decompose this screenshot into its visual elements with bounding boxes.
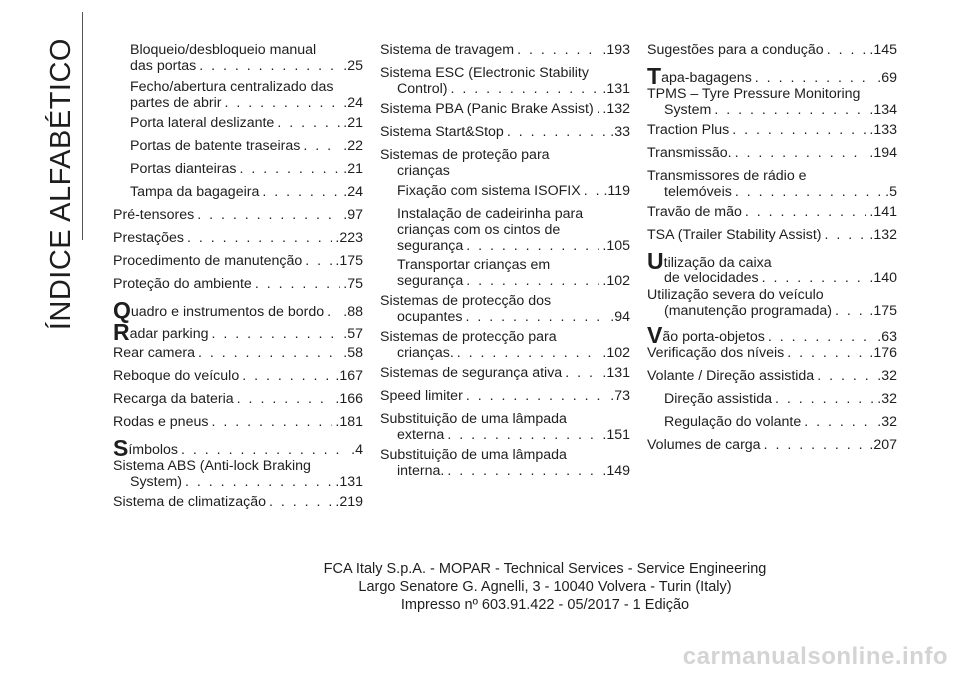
entry-text: crianças com os cintos de [397, 222, 561, 238]
entry-text: Sugestões para a condução [647, 42, 824, 58]
dot-leader [745, 204, 866, 220]
index-entry-line [380, 463, 630, 479]
entry-text: TSA (Trailer Stability Assist) [647, 227, 822, 243]
dot-leader [211, 414, 332, 430]
dot-leader [775, 391, 874, 407]
entry-text: ão porta-objetos [662, 329, 765, 345]
index-entry [664, 391, 897, 407]
index-entry-line [397, 222, 630, 238]
dot-leader [714, 102, 866, 118]
entry-text: adar parking [129, 326, 209, 342]
index-entry-line [647, 322, 897, 348]
index-entry [130, 184, 363, 200]
dot-leader [735, 145, 867, 161]
entry-text: crianças. [397, 345, 454, 361]
index-entry [664, 414, 897, 430]
page-number: .207 [869, 437, 897, 453]
page-number: .145 [869, 42, 897, 58]
site-watermark: carmanualsonline.info [682, 643, 948, 670]
index-entry-line [380, 329, 630, 345]
entry-text: Reboque do veículo [113, 368, 240, 384]
page-number: .134 [869, 102, 897, 118]
page-number: .32 [877, 391, 897, 407]
entry-text: Bloqueio/desbloqueio manual [130, 42, 317, 58]
dot-leader [465, 309, 607, 325]
index-entry [113, 230, 363, 246]
dot-leader [237, 391, 333, 407]
index-entry-line [113, 474, 363, 490]
entry-text: Sistemas de protecção para [380, 329, 557, 345]
index-entry-line [647, 287, 897, 303]
index-entry [380, 365, 630, 381]
page-number: .175 [869, 303, 897, 319]
entry-text: Fixação com sistema ISOFIX [397, 183, 581, 199]
dot-leader [262, 184, 340, 200]
index-entry-line [380, 293, 630, 309]
index-entry-line [113, 414, 363, 430]
dot-leader [242, 368, 332, 384]
page-number: .223 [335, 230, 363, 246]
dot-leader [239, 161, 340, 177]
index-entry-line [647, 122, 897, 138]
entry-text: Volumes de carga [647, 437, 761, 453]
side-title: ÍNDICE ALFABÉTICO [45, 38, 77, 331]
dot-leader [835, 303, 866, 319]
index-entry [380, 65, 630, 97]
entry-text: telemóveis [664, 184, 732, 200]
section-letter: S [113, 435, 129, 461]
index-entry-line [664, 270, 897, 286]
index-entry-line [380, 388, 630, 404]
entry-text: Fecho/abertura centralizado das [130, 79, 334, 95]
index-entry-line [130, 95, 363, 111]
dot-leader [447, 427, 599, 443]
section-letter: T [647, 63, 662, 89]
page-number: .131 [602, 81, 630, 97]
index-entry-line [113, 319, 363, 345]
dot-leader [517, 42, 599, 58]
index-entry-line [647, 345, 897, 361]
index-entry [647, 227, 897, 243]
page-number: .132 [869, 227, 897, 243]
section-letter: R [113, 319, 130, 345]
page-number: .102 [602, 273, 630, 289]
page-number: .21 [343, 115, 363, 131]
index-entry-line [130, 184, 363, 200]
dot-leader [827, 42, 867, 58]
index-entry-line [647, 437, 897, 453]
page-number: .193 [602, 42, 630, 58]
index-entry-line [113, 207, 363, 223]
index-entry-line [397, 183, 630, 199]
index-entry [113, 276, 363, 292]
dot-leader [181, 442, 348, 458]
entry-text: Sistemas de protecção dos [380, 293, 552, 309]
index-entry [647, 322, 897, 348]
index-entry-line [380, 411, 630, 427]
index-entry-line [113, 494, 363, 510]
dot-leader [565, 365, 599, 381]
page-number: .119 [603, 183, 630, 199]
page-number: .167 [335, 368, 363, 384]
entry-text: ocupantes [397, 309, 463, 325]
index-entry [130, 79, 363, 111]
section-letter: Q [113, 297, 131, 323]
entry-text: ímbolos [128, 442, 179, 458]
entry-text: TPMS – Tyre Pressure Monitoring [647, 86, 861, 102]
entry-text: Proteção do ambiente [113, 276, 252, 292]
index-entry [113, 253, 363, 269]
page-number: .25 [343, 58, 363, 74]
entry-text: Sistema ABS (Anti-lock Braking [113, 458, 311, 474]
dot-leader [787, 345, 866, 361]
index-entry-line [647, 368, 897, 384]
index-entry-line [397, 273, 630, 289]
entry-text: interna. [397, 463, 445, 479]
index-entry [647, 248, 897, 274]
index-entry [647, 63, 897, 89]
page-number: .33 [610, 124, 630, 140]
page-number: .24 [343, 184, 363, 200]
dot-leader [755, 70, 874, 86]
entry-text: System) [130, 474, 183, 490]
entry-text: apa-bagagens [661, 70, 752, 86]
index-entry-line [130, 161, 363, 177]
index-entry-line [380, 65, 630, 81]
footer-line-1: FCA Italy S.p.A. - MOPAR - Technical Services - Service Engineering [323, 561, 767, 577]
page-number: .21 [343, 161, 363, 177]
index-entry [380, 329, 630, 361]
index-entry [113, 297, 363, 323]
page-number: .133 [869, 122, 897, 138]
page-number: .219 [335, 494, 363, 510]
dot-leader [466, 238, 599, 254]
entry-text: Recarga da bateria [113, 391, 234, 407]
entry-text: Portas dianteiras [130, 161, 237, 177]
index-entry [647, 145, 897, 161]
index-entry [380, 42, 630, 58]
index-entry [647, 204, 897, 220]
footer-line-2: Largo Senatore G. Agnelli, 3 - 10040 Volvera - Turin (Italy) [358, 579, 732, 595]
page-number: .131 [335, 474, 363, 490]
index-entry-line [113, 253, 363, 269]
index-entry [380, 388, 630, 404]
entry-text: Substituição de uma lâmpada [380, 447, 567, 463]
index-entry-line [113, 458, 363, 474]
index-entry-line [647, 227, 897, 243]
page-number: .151 [602, 427, 630, 443]
page-number: .141 [869, 204, 897, 220]
page-number: .73 [610, 388, 630, 404]
publisher-footer [250, 560, 840, 614]
index-entry-line [380, 101, 630, 117]
index-entry [647, 368, 897, 384]
entry-text: Porta lateral deslizante [130, 115, 275, 131]
index-entry-line [380, 365, 630, 381]
dot-leader [197, 207, 340, 223]
index-entry-line [664, 391, 897, 407]
entry-text: Travão de mão [647, 204, 742, 220]
index-entry-line [130, 138, 363, 154]
dot-leader [327, 304, 340, 320]
dot-leader [597, 101, 600, 117]
index-entry-line [130, 42, 363, 58]
index-entry-line [380, 345, 630, 361]
dot-leader [185, 474, 332, 490]
index-entry-line [647, 184, 897, 200]
index-entry-line [380, 124, 630, 140]
dot-leader [584, 183, 601, 199]
entry-text: Direção assistida [664, 391, 773, 407]
entry-text: Sistemas de proteção para [380, 147, 550, 163]
entry-text: Sistema Start&Stop [380, 124, 504, 140]
page-number: .5 [885, 184, 897, 200]
section-letter: U [647, 248, 664, 274]
dot-leader [255, 276, 340, 292]
entry-text: segurança [397, 238, 464, 254]
index-entry [380, 147, 630, 179]
dot-leader [817, 368, 874, 384]
entry-text: Speed limiter [380, 388, 463, 404]
entry-text: Transmissão. [647, 145, 732, 161]
page-number: .32 [877, 414, 897, 430]
index-entry [113, 414, 363, 430]
dot-leader [305, 253, 332, 269]
dot-leader [277, 115, 340, 131]
index-entry [113, 494, 363, 510]
page-number: .97 [343, 207, 363, 223]
index-entry [113, 319, 363, 345]
index-entry-line [113, 345, 363, 361]
index-entry [380, 101, 630, 117]
footer-line-3: Impresso nº 603.91.422 - 05/2017 - 1 Edição [400, 597, 690, 613]
index-entry [380, 411, 630, 443]
index-entry [397, 257, 630, 289]
page-number: .131 [602, 365, 630, 381]
index-entry [113, 391, 363, 407]
index-entry [397, 183, 630, 199]
page-number: .32 [877, 368, 897, 384]
entry-text: Regulação do volante [664, 414, 802, 430]
index-entry [380, 293, 630, 325]
entry-text: tilização da caixa [663, 255, 772, 271]
entry-text: Instalação de cadeirinha para [397, 206, 584, 222]
index-entry-line [647, 303, 897, 319]
index-entry-line [380, 163, 630, 179]
entry-text: Rear camera [113, 345, 196, 361]
entry-text: uadro e instrumentos de bordo [130, 304, 325, 320]
index-entry [397, 206, 630, 254]
index-entry [130, 115, 363, 131]
index-entry-line [647, 102, 897, 118]
dot-leader [269, 494, 332, 510]
index-entry-line [647, 145, 897, 161]
entry-text: de velocidades [664, 270, 759, 286]
index-entry-line [113, 435, 363, 461]
page-number: .132 [602, 101, 630, 117]
index-entry-line [647, 63, 897, 89]
page-number: .63 [877, 329, 897, 345]
index-entry-line [113, 230, 363, 246]
entry-text: Procedimento de manutenção [113, 253, 303, 269]
index-entry-line [130, 115, 363, 131]
dot-leader [825, 227, 867, 243]
index-entry-line [380, 147, 630, 163]
index-entry [113, 345, 363, 361]
index-entry [113, 435, 363, 461]
index-entry-line [113, 368, 363, 384]
entry-text: Portas de batente traseiras [130, 138, 301, 154]
index-entry [664, 270, 897, 286]
page-number: .94 [610, 309, 630, 325]
index-entry-line [397, 257, 630, 273]
index-entry-line [113, 297, 363, 323]
entry-text: Control) [397, 81, 448, 97]
page-number: .175 [335, 253, 363, 269]
page-number: .69 [877, 70, 897, 86]
index-entry-line [397, 238, 630, 254]
page-number: .166 [335, 391, 363, 407]
page-number: .57 [343, 326, 363, 342]
entry-text: Volante / Direção assistida [647, 368, 815, 384]
index-entry [380, 124, 630, 140]
index-entry [380, 447, 630, 479]
index-entry-line [647, 42, 897, 58]
dot-leader [224, 95, 340, 111]
index-entry [647, 42, 897, 58]
index-entry-line [664, 414, 897, 430]
index-entry-line [113, 391, 363, 407]
entry-text: (manutenção programada) [664, 303, 832, 319]
index-entry [647, 86, 897, 118]
dot-leader [212, 326, 341, 342]
entry-text: Verificação dos níveis [647, 345, 785, 361]
dot-leader [732, 122, 866, 138]
dot-leader [199, 58, 340, 74]
entry-text: Transmissores de rádio e [647, 168, 807, 184]
index-entry [130, 161, 363, 177]
side-rule [82, 12, 83, 240]
entry-text: Substituição de uma lâmpada [380, 411, 567, 427]
page-number: .181 [335, 414, 363, 430]
page-number: .22 [343, 138, 363, 154]
entry-text: Sistema de travagem [380, 42, 515, 58]
page-number: .105 [602, 238, 630, 254]
page-number: .176 [869, 345, 897, 361]
index-entry [647, 168, 897, 200]
entry-text: Traction Plus [647, 122, 730, 138]
index-entry-line [397, 206, 630, 222]
entry-text: partes de abrir [130, 95, 222, 111]
dot-leader [198, 345, 340, 361]
index-entry [647, 287, 897, 319]
index-entry-line [380, 447, 630, 463]
index-entry-line [380, 309, 630, 325]
dot-leader [735, 184, 882, 200]
page-number: .88 [343, 304, 363, 320]
dot-leader [466, 273, 599, 289]
dot-leader [303, 138, 340, 154]
index-entry [113, 368, 363, 384]
page-number: .24 [343, 95, 363, 111]
entry-text: Transportar crianças em [397, 257, 551, 273]
index-entry-line [380, 427, 630, 443]
index-entry [113, 458, 363, 490]
index-entry [130, 138, 363, 154]
index-entry [130, 42, 363, 74]
section-letter: V [647, 322, 663, 348]
dot-leader [450, 81, 599, 97]
entry-text: Sistema ESC (Electronic Stability [380, 65, 589, 81]
dot-leader [447, 463, 599, 479]
index-entry-line [647, 204, 897, 220]
dot-leader [768, 329, 874, 345]
page-number: .58 [343, 345, 363, 361]
entry-text: Rodas e pneus [113, 414, 209, 430]
entry-text: System [664, 102, 712, 118]
entry-text: crianças [397, 163, 450, 179]
page-number: .194 [869, 145, 897, 161]
page-number: .140 [869, 270, 897, 286]
entry-text: Utilização severa do veículo [647, 287, 824, 303]
index-entry-line [130, 79, 363, 95]
dot-leader [764, 437, 867, 453]
entry-text: Pré-tensores [113, 207, 195, 223]
entry-text: Tampa da bagageira [130, 184, 260, 200]
entry-text: externa [397, 427, 445, 443]
entry-text: Prestações [113, 230, 184, 246]
entry-text: Sistema de climatização [113, 494, 266, 510]
page-number: .102 [602, 345, 630, 361]
dot-leader [457, 345, 600, 361]
dot-leader [187, 230, 332, 246]
index-entry-line [647, 86, 897, 102]
index-entry-line [647, 168, 897, 184]
index-entry [647, 345, 897, 361]
page-number: .75 [343, 276, 363, 292]
entry-text: Sistemas de segurança ativa [380, 365, 563, 381]
page-number: .149 [602, 463, 630, 479]
index-entry-line [380, 42, 630, 58]
index-entry [113, 207, 363, 223]
index-entry-line [130, 58, 363, 74]
dot-leader [804, 414, 874, 430]
index-entry [647, 437, 897, 453]
index-entry [647, 122, 897, 138]
dot-leader [507, 124, 607, 140]
entry-text: Sistema PBA (Panic Brake Assist) [380, 101, 594, 117]
entry-text: das portas [130, 58, 197, 74]
entry-text: segurança [397, 273, 464, 289]
index-entry-line [647, 248, 897, 274]
index-entry-line [380, 81, 630, 97]
dot-leader [762, 270, 867, 286]
dot-leader [466, 388, 607, 404]
page-number: .4 [351, 442, 363, 458]
index-entry-line [113, 276, 363, 292]
